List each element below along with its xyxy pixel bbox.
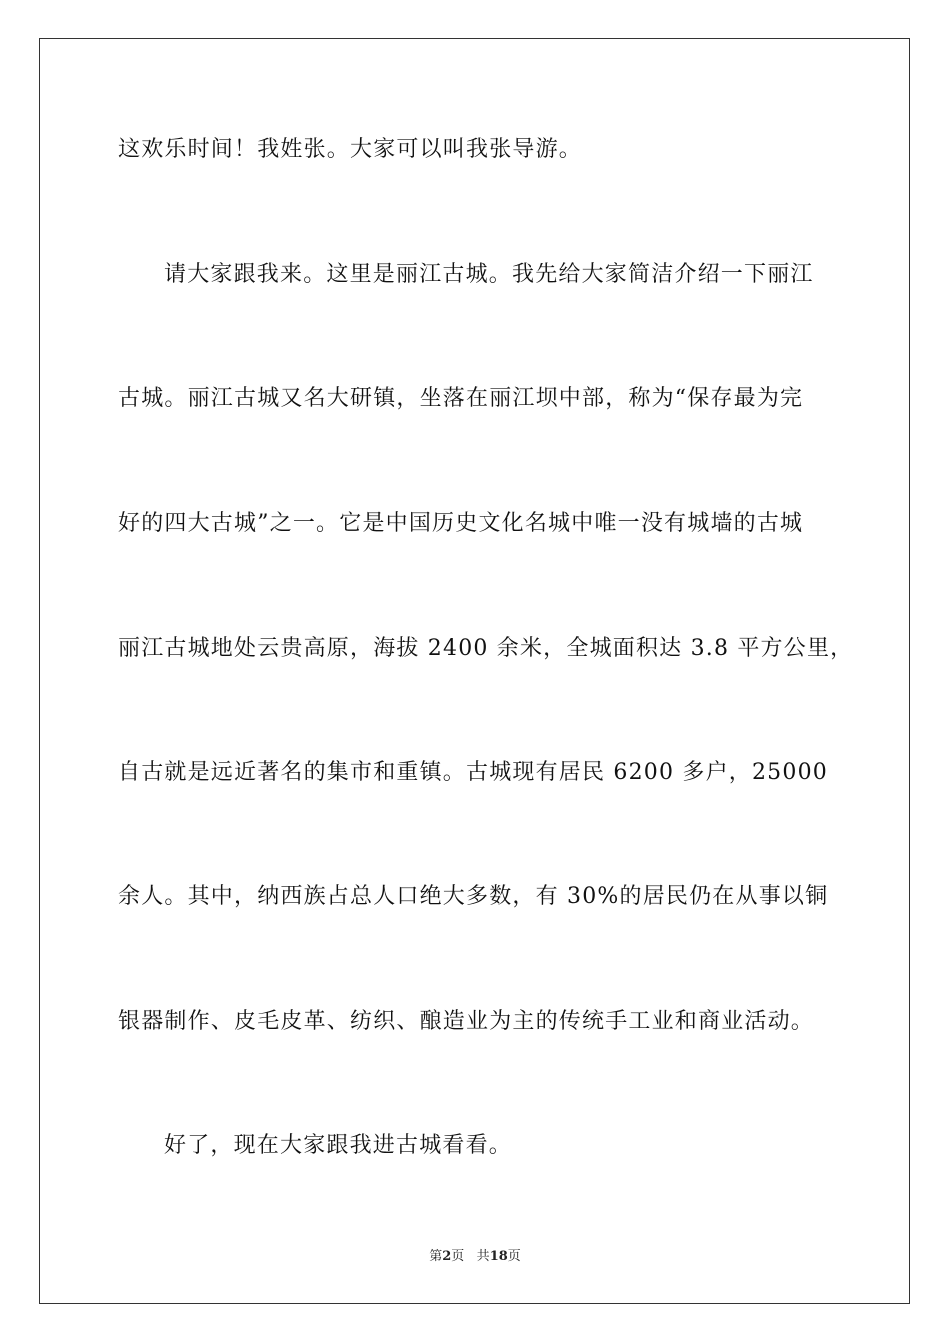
page-suffix: 页 xyxy=(451,1249,465,1264)
paragraph-line-5: 丽江古城地处云贵高原，海拔 2400 余米，全城面积达 3.8 平方公里， xyxy=(118,636,854,661)
paragraph-line-4: 好的四大古城”之一。它是中国历史文化名城中唯一没有城墙的古城 xyxy=(118,511,804,536)
page-prefix: 第 xyxy=(429,1249,443,1264)
total-pages: 18 xyxy=(489,1249,508,1264)
page-footer xyxy=(0,1245,950,1264)
paragraph-line-3: 古城。丽江古城又名大研镇，坐落在丽江坝中部，称为“保存最为完 xyxy=(118,386,804,411)
paragraph-line-7: 余人。其中，纳西族占总人口绝大多数，有 30%的居民仍在从事以铜 xyxy=(118,884,829,909)
paragraph-line-6: 自古就是远近著名的集市和重镇。古城现有居民 6200 多户，25000 xyxy=(118,760,828,785)
page-number: 2 xyxy=(442,1249,452,1264)
total-prefix: 共 xyxy=(476,1249,490,1264)
paragraph-line-9: 好了，现在大家跟我进古城看看。 xyxy=(164,1133,513,1158)
total-suffix: 页 xyxy=(507,1249,521,1264)
paragraph-line-1: 这欢乐时间！我姓张。大家可以叫我张导游。 xyxy=(118,137,583,162)
page-border xyxy=(39,38,910,1304)
paragraph-line-2: 请大家跟我来。这里是丽江古城。我先给大家简洁介绍一下丽江 xyxy=(164,262,814,287)
paragraph-line-8: 银器制作、皮毛皮革、纺织、酿造业为主的传统手工业和商业活动。 xyxy=(118,1009,815,1034)
